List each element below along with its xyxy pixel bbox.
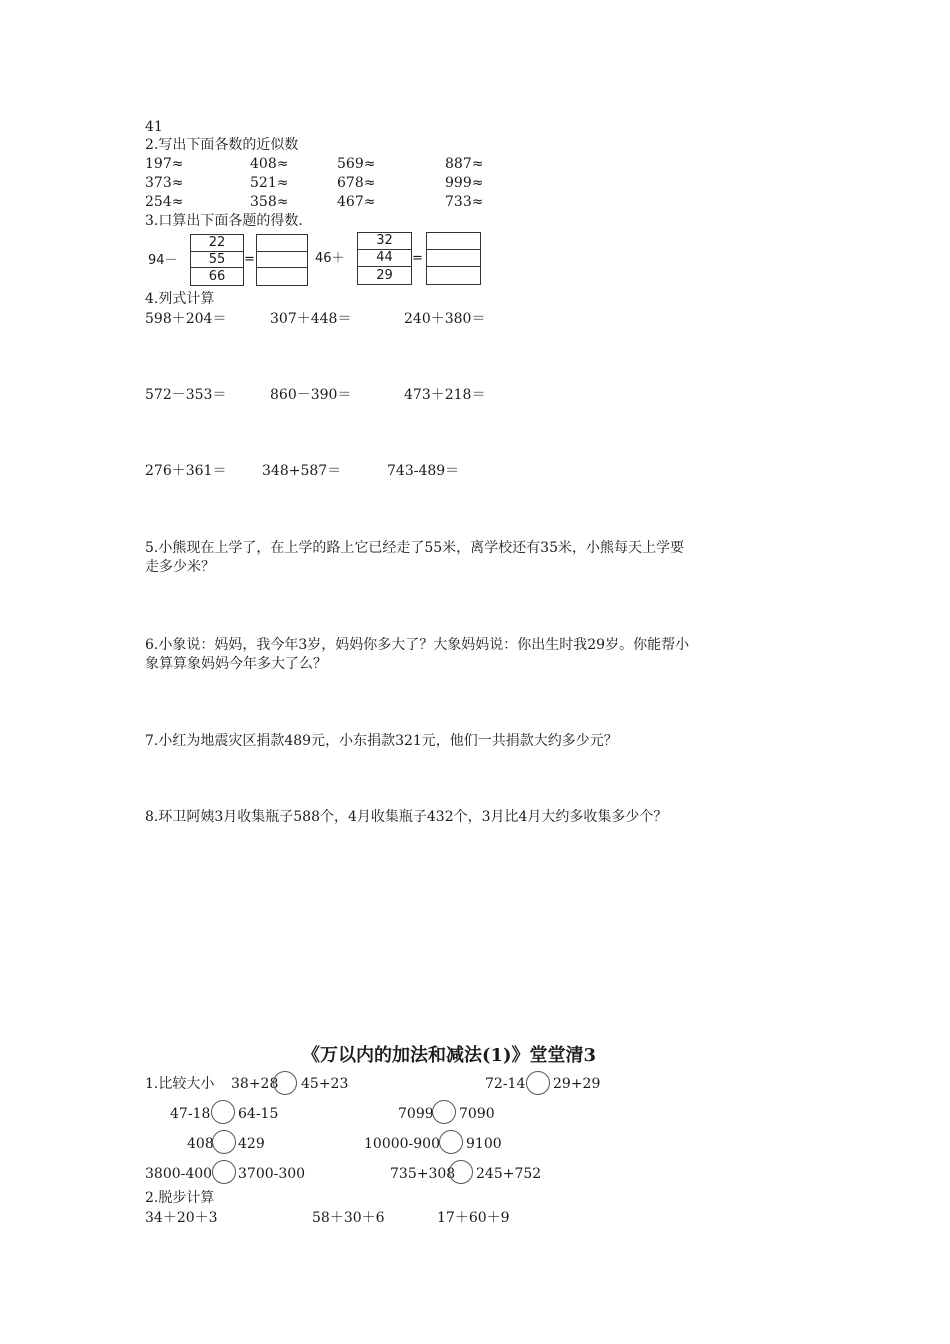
approx-item: 887≈ — [445, 156, 484, 172]
compare-left: 47-18 — [170, 1106, 211, 1122]
compare-left: 38+28 — [231, 1076, 279, 1092]
step-calc-item: 34＋20＋3 — [145, 1210, 218, 1226]
approx-item: 254≈ — [145, 194, 184, 210]
approx-item: 358≈ — [250, 194, 289, 210]
stack-number: 66 — [208, 269, 226, 285]
compare-circle[interactable] — [211, 1100, 235, 1124]
compare-left: 10000-900 — [364, 1136, 440, 1152]
approx-item: 733≈ — [445, 194, 484, 210]
q3-right-equals: = — [412, 251, 423, 266]
q2-title: 2.写出下面各数的近似数 — [145, 137, 299, 153]
compare-circle[interactable] — [526, 1071, 550, 1095]
q3-right-operator: 46＋ — [315, 251, 345, 266]
compare-circle[interactable] — [449, 1160, 473, 1184]
q8-text: 8.环卫阿姨3月收集瓶子588个，4月收集瓶子432个，3月比4月大约多收集多少个？ — [145, 809, 668, 825]
compare-left: 408 — [187, 1136, 214, 1152]
calc-item: 348+587＝ — [262, 463, 342, 479]
page-number-fragment: 41 — [145, 119, 163, 135]
calc-item: 307＋448＝ — [270, 311, 352, 327]
section-title: 《万以内的加法和减法(1)》堂堂清3 — [302, 1045, 597, 1066]
calc-item: 572－353＝ — [145, 387, 227, 403]
calc-item: 276＋361＝ — [145, 463, 227, 479]
compare-right: 7090 — [459, 1106, 495, 1122]
q3-right-answer-stack — [426, 232, 481, 285]
q3-left-equals: = — [244, 252, 255, 267]
step-calc-item: 17＋60＋9 — [437, 1210, 510, 1226]
compare-left: 72-14 — [485, 1076, 526, 1092]
approx-item: 678≈ — [337, 175, 376, 191]
compare-circle[interactable] — [212, 1130, 236, 1154]
q5-line1: 5.小熊现在上学了，在上学的路上它已经走了55米，离学校还有35米，小熊每天上学要 — [145, 540, 684, 556]
q5-line2: 走多少米？ — [145, 559, 215, 575]
stack-number: 32 — [358, 233, 411, 250]
q4-title: 4.列式计算 — [145, 291, 215, 307]
compare-right: 45+23 — [301, 1076, 349, 1092]
compare-circle[interactable] — [439, 1130, 463, 1154]
calc-item: 743-489＝ — [387, 463, 460, 479]
q6-line2: 象算算象妈妈今年多大了么？ — [145, 656, 327, 672]
answer-cell — [257, 235, 307, 252]
answer-cell — [427, 267, 480, 284]
answer-cell — [257, 268, 307, 285]
step-calc-item: 58＋30＋6 — [312, 1210, 385, 1226]
compare-left: 735+308 — [390, 1166, 456, 1182]
calc-item: 598＋204＝ — [145, 311, 227, 327]
approx-item: 999≈ — [445, 175, 484, 191]
q6-line1: 6.小象说：妈妈，我今年3岁，妈妈你多大了？大象妈妈说：你出生时我29岁。你能帮小 — [145, 637, 690, 653]
step-calc-title: 2.脱步计算 — [145, 1190, 215, 1206]
approx-item: 373≈ — [145, 175, 184, 191]
q3-left-number-stack — [190, 234, 244, 286]
answer-cell — [427, 233, 480, 250]
compare-right: 9100 — [466, 1136, 502, 1152]
compare-right: 29+29 — [553, 1076, 601, 1092]
compare-right: 3700-300 — [238, 1166, 306, 1182]
q3-left-operator: 94－ — [148, 253, 178, 268]
answer-cell — [427, 250, 480, 267]
compare-left: 7099 — [398, 1106, 434, 1122]
compare-right: 245+752 — [476, 1166, 542, 1182]
stack-number: 29 — [376, 267, 393, 283]
approx-item: 569≈ — [337, 156, 376, 172]
approx-item: 467≈ — [337, 194, 376, 210]
compare-circle[interactable] — [273, 1071, 297, 1095]
stack-number: 55 — [191, 252, 243, 269]
compare-right: 429 — [238, 1136, 265, 1152]
calc-item: 240＋380＝ — [404, 311, 486, 327]
q7-text: 7.小红为地震灾区捐款489元，小东捐款321元，他们一共捐款大约多少元？ — [145, 733, 618, 749]
compare-right: 64-15 — [238, 1106, 279, 1122]
calc-item: 860－390＝ — [270, 387, 352, 403]
compare-circle[interactable] — [432, 1100, 456, 1124]
q3-left-answer-stack — [256, 234, 308, 286]
compare-title: 1.比较大小 — [145, 1076, 215, 1092]
answer-cell — [257, 252, 307, 269]
compare-circle[interactable] — [212, 1160, 236, 1184]
approx-item: 197≈ — [145, 156, 184, 172]
q3-title: 3.口算出下面各题的得数. — [145, 213, 303, 229]
approx-item: 521≈ — [250, 175, 289, 191]
stack-number: 22 — [191, 235, 243, 252]
calc-item: 473＋218＝ — [404, 387, 486, 403]
stack-number: 44 — [358, 250, 411, 267]
compare-left: 3800-400 — [145, 1166, 213, 1182]
q3-right-number-stack — [357, 232, 412, 285]
approx-item: 408≈ — [250, 156, 289, 172]
